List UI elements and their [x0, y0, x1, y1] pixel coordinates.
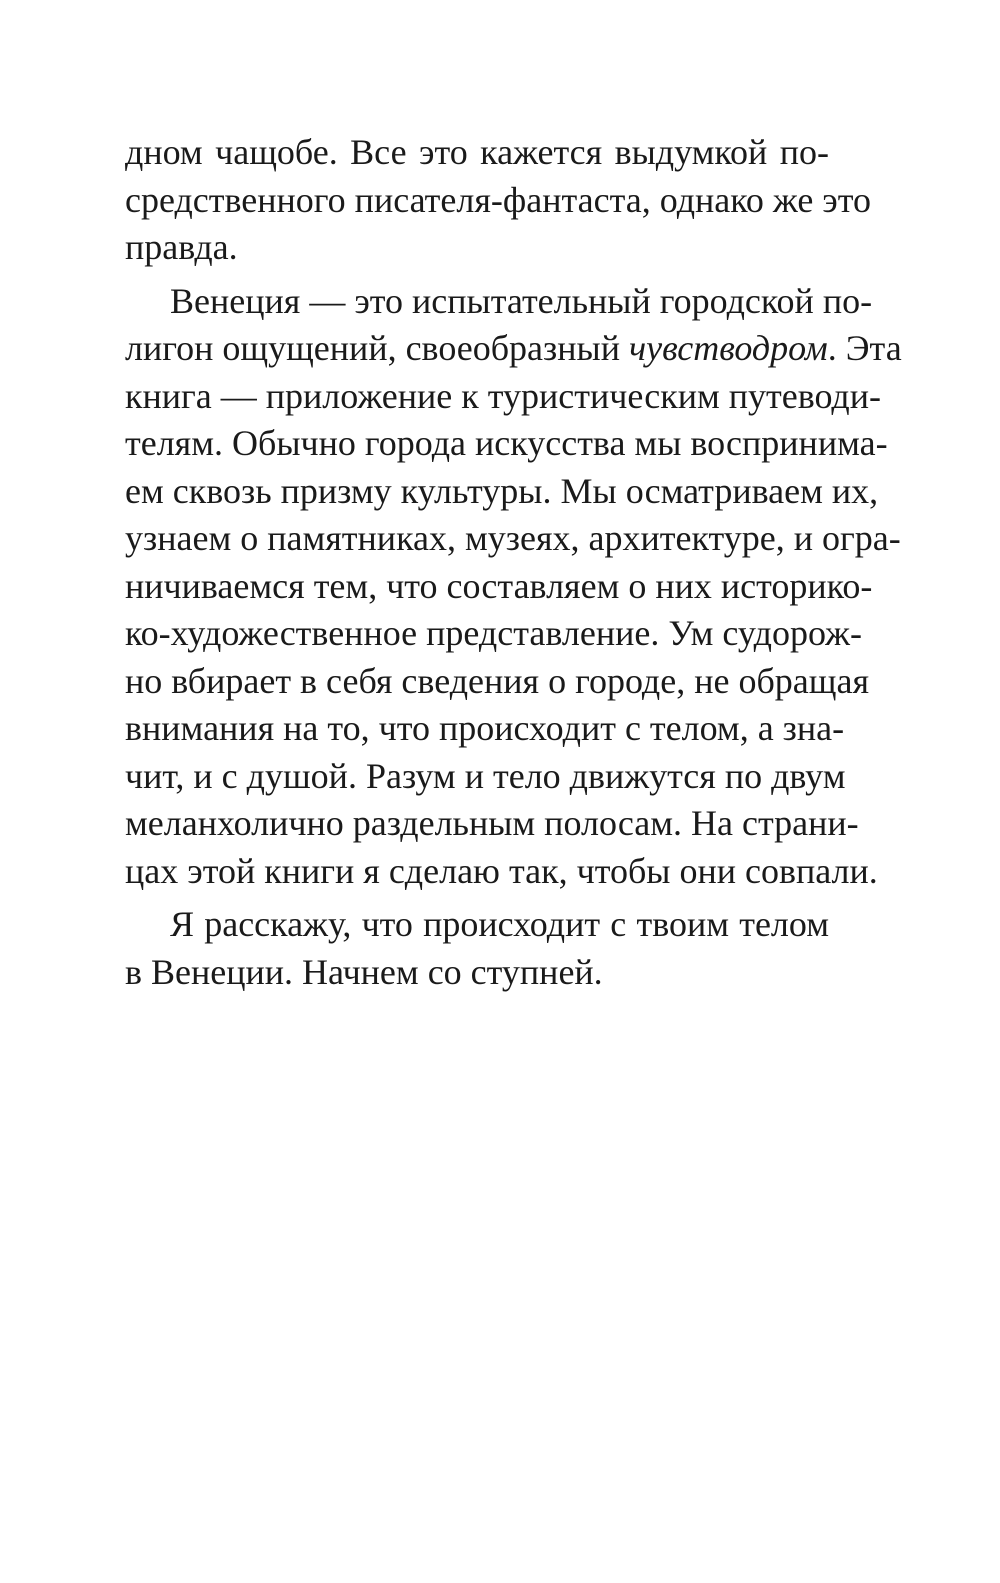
- text-line: Я расскажу, что происходит с твоим телом: [170, 904, 829, 944]
- text-line: книга — приложение к туристическим путеводи-: [125, 375, 881, 416]
- text-line: ко-художественное представление. Ум судорож-: [125, 613, 862, 653]
- text-segment: . Эта: [827, 328, 902, 368]
- text-line: меланхолично раздельным полосам. На страни-: [125, 803, 859, 843]
- text-line: средственного писателя-фантаста, однако же это: [125, 179, 872, 220]
- text-line: дном чащобе. Все это кажется выдумкой по-: [125, 132, 829, 172]
- text-line: правда.: [125, 227, 238, 267]
- body-text: [125, 129, 902, 996]
- paragraph-3: [125, 901, 829, 996]
- text-line: ничиваемся тем, что составляем о них историко-: [125, 565, 873, 606]
- text-line-with-italic: [125, 325, 902, 373]
- text-line: цах этой книги я сделаю так, чтобы они совпали.: [125, 850, 878, 891]
- text-segment: лигон ощущений, своеобразный: [125, 328, 629, 368]
- paragraph-2: [125, 278, 902, 896]
- text-line: узнаем о памятниках, музеях, архитектуре, и огра-: [125, 518, 901, 558]
- italic-term: чувстводром: [628, 328, 828, 368]
- text-line: но вбирает в себя сведения о городе, не обращая: [125, 660, 870, 701]
- paragraph-1: [125, 129, 872, 272]
- text-line: в Венеции. Начнем со ступней.: [125, 951, 603, 992]
- text-line: телям. Обычно города искусства мы воспринима-: [125, 423, 888, 463]
- text-line: Венеция — это испытательный городской по-: [170, 280, 873, 321]
- text-line: чит, и с душой. Разум и тело движутся по двум: [125, 755, 846, 796]
- text-line: ем сквозь призму культуры. Мы осматриваем их,: [125, 470, 879, 511]
- text-line: внимания на то, что происходит с телом, а зна-: [125, 708, 845, 748]
